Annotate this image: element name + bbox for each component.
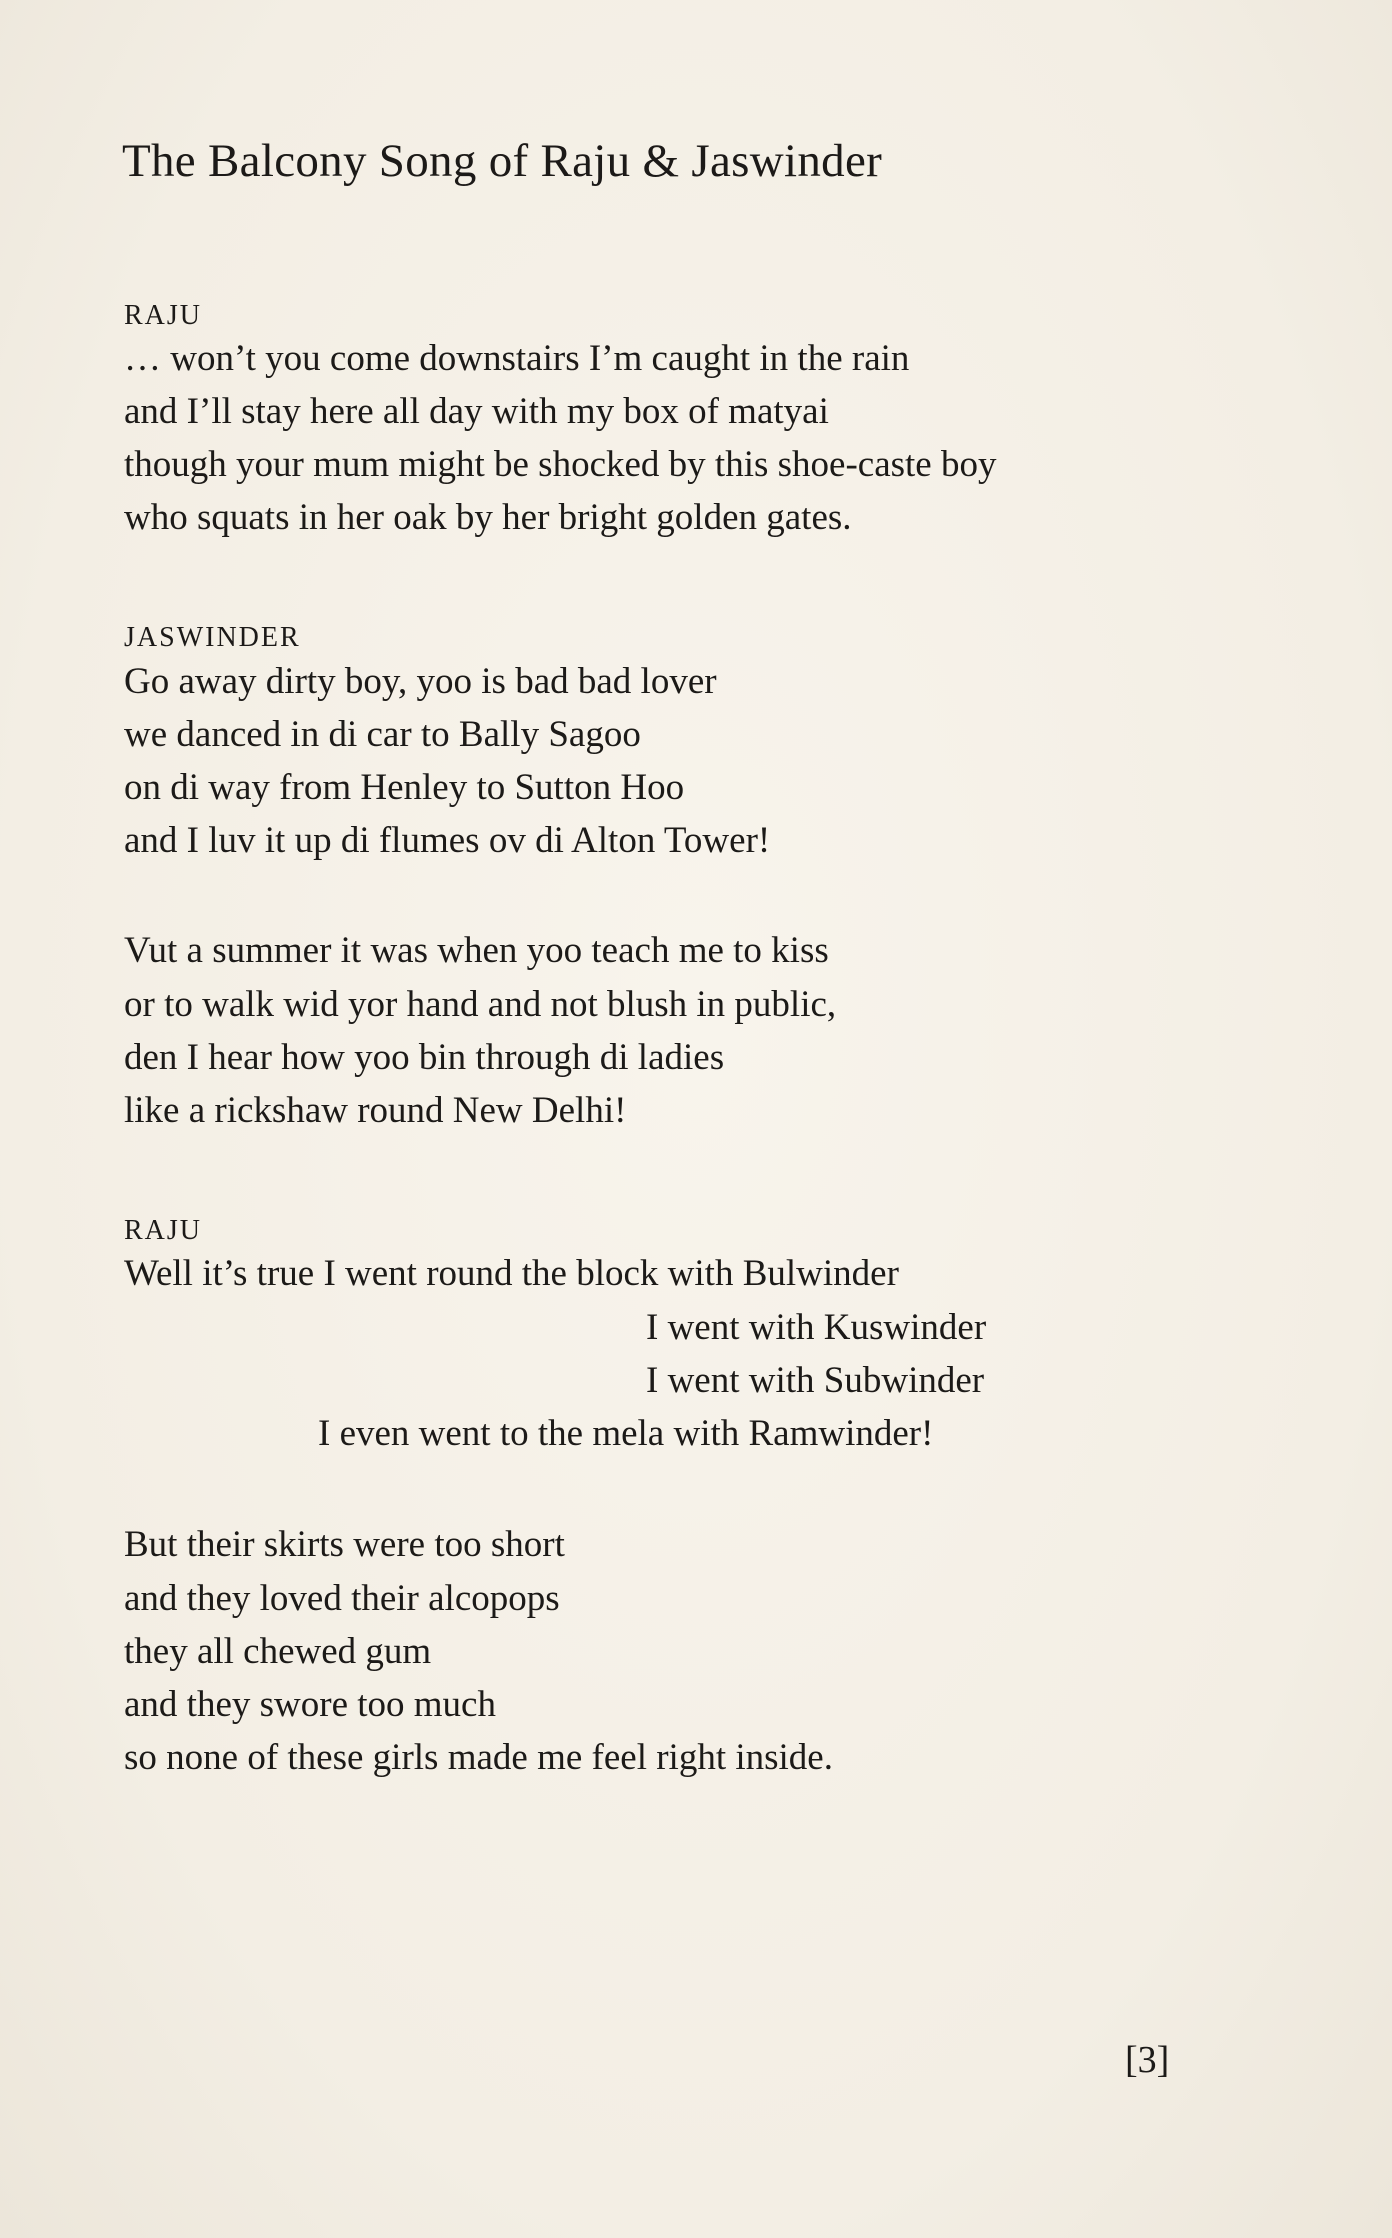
poem-line: Go away dirty boy, yoo is bad bad lover [124,661,717,702]
poem-line: Vut a summer it was when yoo teach me to kiss [124,930,829,971]
speaker-label-raju: RAJU [124,1215,203,1246]
poem-line: Well it’s true I went round the block with Bulwinder [124,1253,899,1294]
poem-line: I even went to the mela with Ramwinder! [318,1413,934,1454]
poem-line: and I’ll stay here all day with my box of matyai [124,391,829,432]
poem-line: I went with Kuswinder [646,1307,987,1348]
poem-line: and they loved their alcopops [124,1578,560,1619]
poem-line: so none of these girls made me feel right inside. [124,1737,833,1778]
page-number: [3] [1125,2039,1170,2081]
poem-line: and I luv it up di flumes ov di Alton Tower! [124,820,771,861]
poem-line: we danced in di car to Bally Sagoo [124,714,641,755]
speaker-label-raju: RAJU [124,300,203,331]
poem-line: they all chewed gum [124,1631,432,1672]
poem-line: like a rickshaw round New Delhi! [124,1090,627,1131]
poem-line: though your mum might be shocked by this shoe-caste boy [124,444,997,485]
poem-line: on di way from Henley to Sutton Hoo [124,767,685,808]
poem-line: and they swore too much [124,1684,496,1725]
poem-line: who squats in her oak by her bright golden gates. [124,497,852,538]
poem-line: … won’t you come downstairs I’m caught in the rain [124,338,910,379]
poem-line: or to walk wid yor hand and not blush in public, [124,984,837,1025]
speaker-label-jaswinder: JASWINDER [124,622,301,653]
poem-line: den I hear how yoo bin through di ladies [124,1037,725,1078]
poem-line: I went with Subwinder [646,1360,985,1401]
poem-title: The Balcony Song of Raju & Jaswinder [122,135,883,187]
poem-line: But their skirts were too short [124,1524,565,1565]
